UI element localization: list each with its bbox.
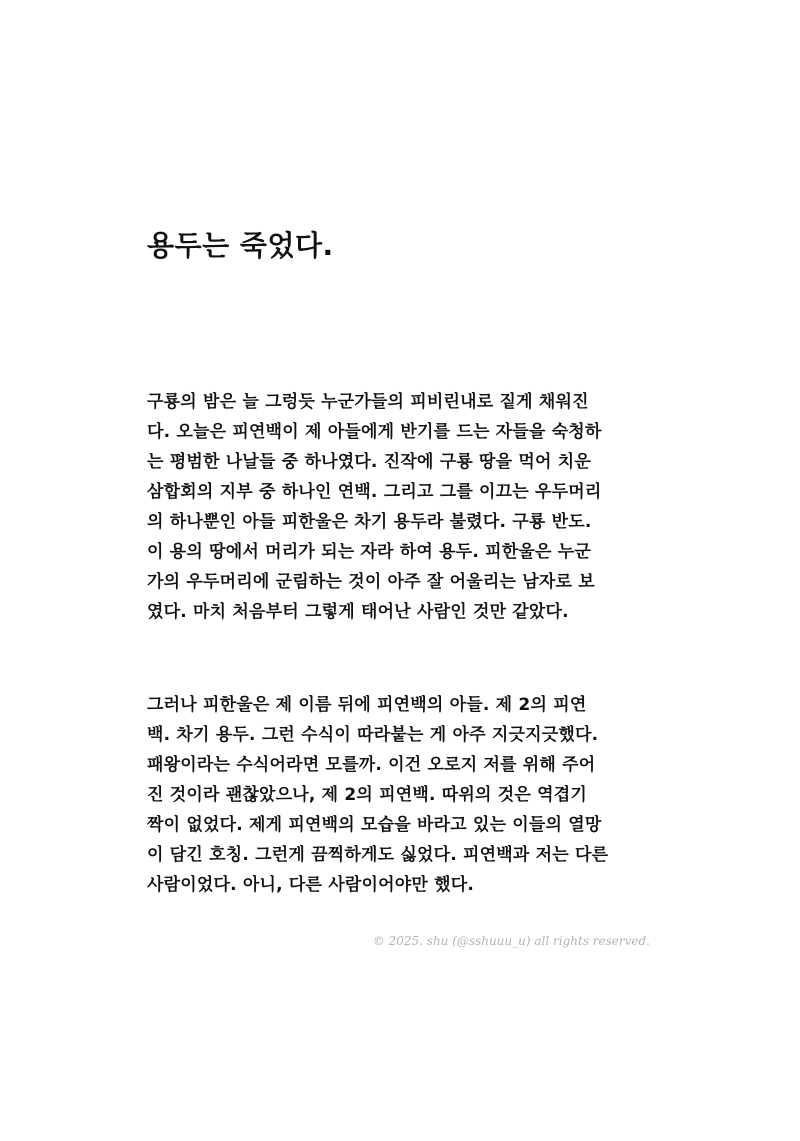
page-title: 용두는 죽었다.	[147, 229, 334, 262]
paragraph-line: 패왕이라는 수식어라면 모를까. 이건 오로지 저를 위해 주어	[147, 755, 596, 775]
paragraph-2	[147, 690, 667, 900]
copyright-notice: © 2025. shu (@sshuuu_u) all rights reserved.	[372, 934, 650, 948]
paragraph-line: 그러나 피한울은 제 이름 뒤에 피연백의 아들. 제 2의 피연	[147, 695, 587, 715]
paragraph-line: 가의 우두머리에 군림하는 것이 아주 잘 어울리는 남자로 보	[147, 572, 595, 592]
paragraph-line: 였다. 마치 처음부터 그렇게 태어난 사람인 것만 같았다.	[147, 602, 569, 622]
paragraph-line: 진 것이라 괜찮았으나, 제 2의 피연백. 따위의 것은 역겹기	[147, 785, 587, 805]
paragraph-line: 짝이 없었다. 제게 피연백의 모습을 바라고 있는 이들의 열망	[147, 815, 602, 835]
paragraph-line: 는 평범한 나날들 중 하나였다. 진작에 구룡 땅을 먹어 치운	[147, 452, 592, 472]
paragraph-line: 백. 차기 용두. 그런 수식이 따라붙는 게 아주 지긋지긋했다.	[147, 725, 599, 745]
paragraph-line: 다. 오늘은 피연백이 제 아들에게 반기를 드는 자들을 숙청하	[147, 422, 602, 442]
paragraph-line: 삼합회의 지부 중 하나인 연백. 그리고 그를 이끄는 우두머리	[147, 482, 602, 502]
paragraph-line: 사람이었다. 아니, 다른 사람이어야만 했다.	[147, 875, 475, 895]
paragraph-1	[147, 387, 667, 627]
paragraph-line: 의 하나뿐인 아들 피한울은 차기 용두라 불렸다. 구룡 반도.	[147, 512, 592, 532]
paragraph-line: 이 용의 땅에서 머리가 되는 자라 하여 용두. 피한울은 누군	[147, 542, 592, 562]
paragraph-line: 구룡의 밤은 늘 그렁듯 누군가들의 피비린내로 짙게 채워진	[147, 392, 589, 412]
paragraph-line: 이 담긴 호칭. 그런게 끔찍하게도 싫었다. 피연백과 저는 다른	[147, 845, 609, 865]
